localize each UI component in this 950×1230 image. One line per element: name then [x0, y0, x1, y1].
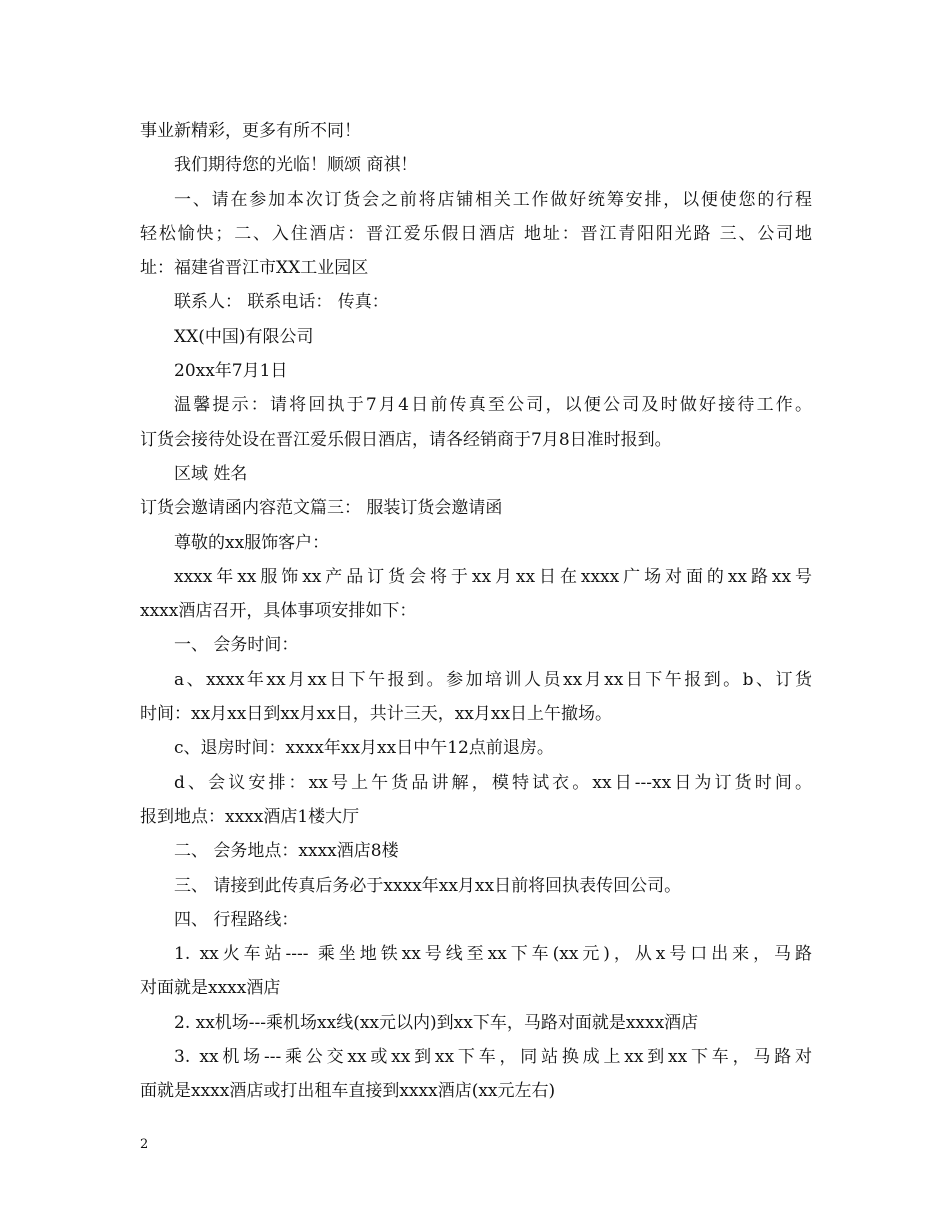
- text-line: 2. xx机场---乘机场xx线(xx元以内)到xx下车，马路对面就是xxxx酒店: [174, 1012, 699, 1033]
- text-line: 二、 会务地点：xxxx酒店8楼: [174, 841, 399, 862]
- text-line: 联系人： 联系电话： 传真：: [174, 292, 389, 313]
- text-line: 四、 行程路线：: [174, 909, 299, 930]
- text-line: a、xxxx年xx月xx日下午报到。参加培训人员xx月xx日下午报到。b、订货: [174, 669, 812, 690]
- text-line: 1. xx火车站---- 乘坐地铁xx号线至xx下车(xx元)，从x号口出来，马路: [174, 944, 812, 965]
- page-number: 2: [140, 1137, 149, 1152]
- text-line: 一、请在参加本次订货会之前将店铺相关工作做好统筹安排，以便使您的行程: [174, 189, 812, 210]
- text-line: 址：福建省晋江市XX工业园区: [140, 258, 369, 279]
- text-line: 3. xx机场---乘公交xx或xx到xx下车，同站换成上xx到xx下车，马路对: [174, 1047, 812, 1068]
- text-line: 事业新精彩，更多有所不同！: [140, 121, 361, 141]
- text-line: c、退房时间：xxxx年xx月xx日中午12点前退房。: [174, 738, 554, 759]
- text-line: xxxx年xx服饰xx产品订货会将于xx月xx日在xxxx广场对面的xx路xx号: [174, 566, 812, 587]
- text-line: xxxx酒店召开，具体事项安排如下：: [140, 601, 417, 622]
- text-line: 20xx年7月1日: [174, 361, 288, 382]
- text-line: 温馨提示：请将回执于7月4日前传真至公司，以便公司及时做好接待工作。: [174, 395, 812, 416]
- text-line: 区域 姓名: [174, 463, 248, 484]
- text-line: 面就是xxxx酒店或打出租车直接到xxxx酒店(xx元左右): [140, 1081, 556, 1102]
- text-line: 尊敬的xx服饰客户：: [174, 532, 330, 553]
- text-line: 对面就是xxxx酒店: [140, 978, 281, 999]
- text-line: XX(中国)有限公司: [174, 326, 314, 347]
- text-line: d、会议安排：xx号上午货品讲解，模特试衣。xx日---xx日为订货时间。: [174, 772, 812, 793]
- text-line: 订货会接待处设在晋江爱乐假日酒店，请各经销商于7月8日准时报到。: [140, 429, 672, 450]
- text-line: 轻松愉快；二、入住酒店：晋江爱乐假日酒店 地址：晋江青阳阳光路 三、公司地: [140, 223, 812, 244]
- text-line: 报到地点：xxxx酒店1楼大厅: [140, 806, 360, 827]
- text-line: 我们期待您的光临！顺颂 商祺！: [174, 155, 418, 176]
- text-line: 订货会邀请函内容范文篇三： 服装订货会邀请函: [140, 498, 503, 519]
- text-line: 时间：xx月xx日到xx月xx日，共计三天，xx月xx日上午撤场。: [140, 704, 613, 725]
- text-line: 三、 请接到此传真后务必于xxxx年xx月xx日前将回执表传回公司。: [174, 875, 682, 896]
- document-body: [140, 114, 812, 1109]
- text-line: 一、 会务时间：: [174, 635, 299, 656]
